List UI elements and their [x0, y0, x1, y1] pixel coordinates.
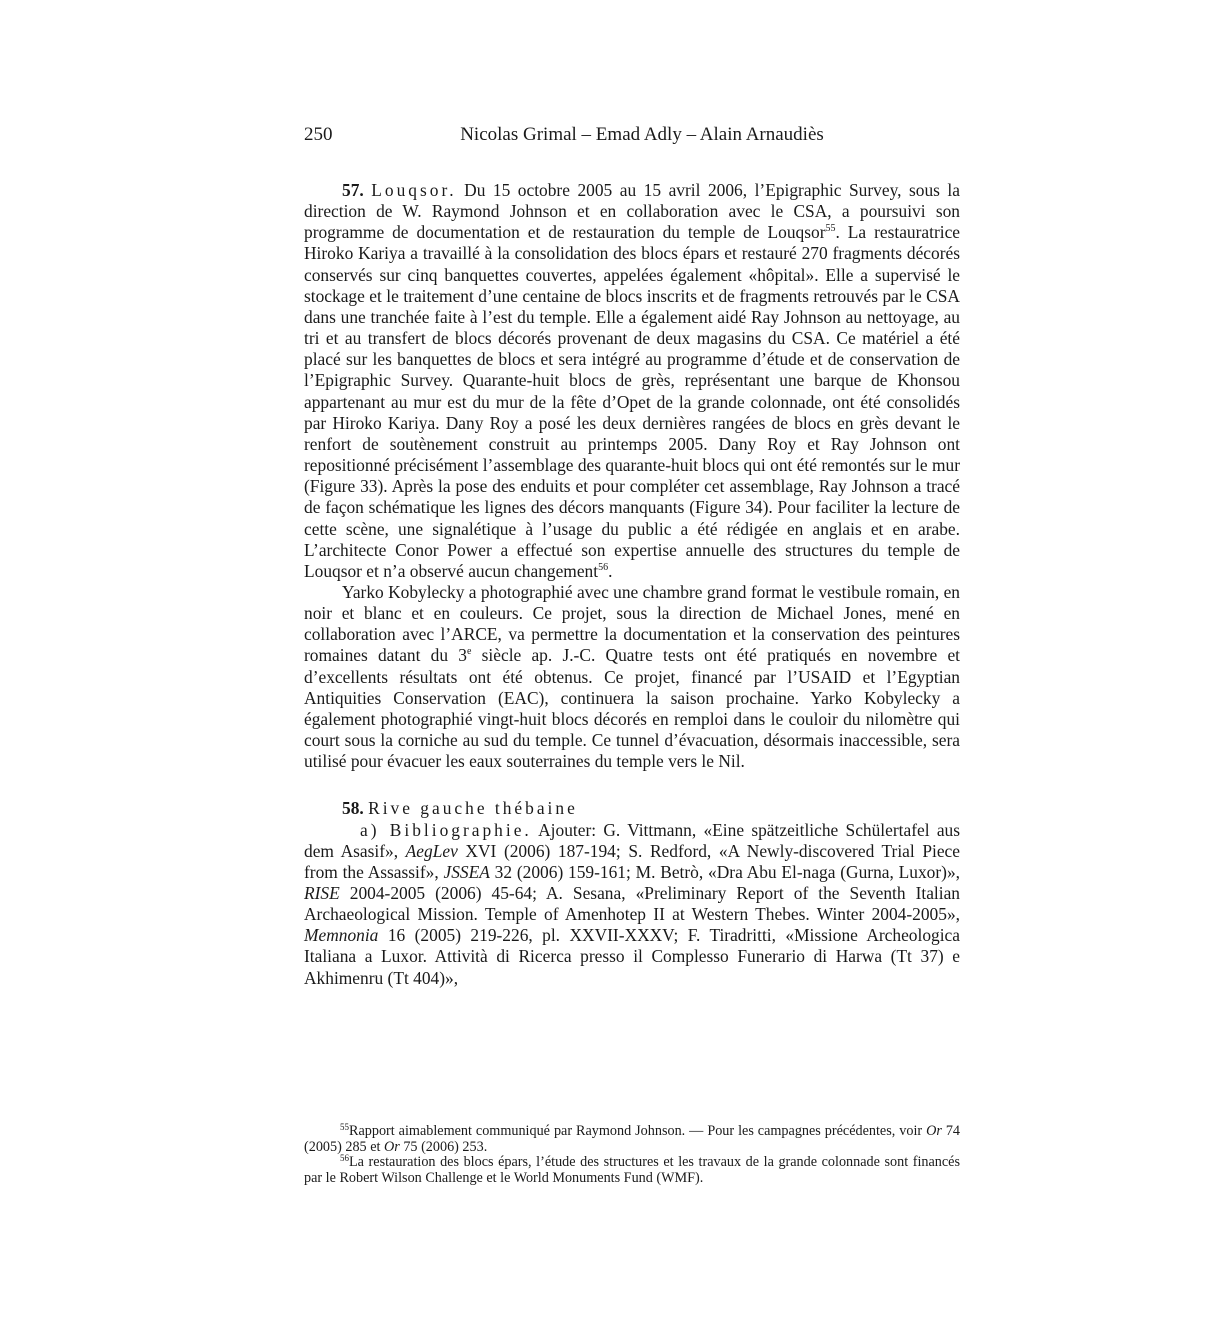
page-number: 250 — [304, 124, 333, 145]
footnote-ref-55[interactable]: 55 — [825, 223, 836, 235]
paragraph-text: . — [608, 560, 613, 581]
footnote-text: Rapport aimablement communiqué par Raymond Johnson. — Pour les campagnes précédentes, voir — [349, 1123, 927, 1139]
paragraph-text: 32 (2006) 159-161; M. Betrò, «Dra Abu El-naga (Gurna, Luxor)», — [489, 861, 960, 882]
section-number: 57. — [342, 180, 364, 200]
footnote-ref-56[interactable]: 56 — [598, 561, 609, 573]
section-title: Louqsor. — [371, 180, 457, 200]
running-header — [304, 124, 960, 148]
footnote-marker: 55 — [340, 1122, 349, 1132]
paragraph-text: . La restauratrice Hiroko Kariya a travaillé à la consolidation des blocs épars et restauré 270 fragments décorés conservés sur cinq banquettes couvertes, appelées également «hôpital». Elle a supervisé le stockage et le traitement d’une centaine de blocs inscrits et de fragments retrouvés par le CSA dans une tranchée faite à l’est du temple. Elle a également aidé Ray Johnson au nettoyage, au tri et au transfert de blocs décorés provenant de deux magasins du CSA. Ce matériel a été placé sur les banquettes de blocs et sera intégré au programme d’étude et de conservation de l’Epigraphic Survey. Quarante-huit blocs de grès, représentant une barque de Khonsou appartenant au mur est du mur de la fête d’Opet de la grande colonnade, ont été consolidés par Hiroko Kariya. Dany Roy a posé les deux dernières rangées de blocs en grès devant le renfort de soutènement construit au printemps 2005. Dany Roy et Ray Johnson ont repositionné précisément l’assemblage des quarante-huit blocs qui ont été remontés sur le mur (Figure 33). Après la pose des enduits et pour compléter cet assemblage, Ray Johnson a tracé de façon schématique les lignes des décors manquants (Figure 34). Pour faciliter la lecture de cette scène, une signalétique à l’usage du public a été rédigée en anglais et en arabe. L’architecte Conor Power a effectué son expertise annuelle des structures du temple de Louqsor et n’a observé aucun changement — [304, 222, 961, 581]
footnotes — [304, 1124, 960, 1186]
section-58-heading — [304, 798, 960, 819]
journal-title: Memnonia — [304, 925, 379, 946]
subsection-label: a) Bibliographie. — [360, 819, 532, 840]
paragraph-text: Yarko Kobylecky a photographié avec une chambre grand format le vestibule romain, en noir et blanc et en couleurs. Ce projet, sous la direction de Michael Jones, mené en collaboration avec l’ARCE, va permettre la documentation et la conservation des peintures romaines datant du 3 — [304, 581, 960, 666]
footnote-56 — [304, 1155, 960, 1186]
paragraph-text: 2004-2005 (2006) 45-64; A. Sesana, «Preliminary Report of the Seventh Italian Archaeological Mission. Temple of Amenhotep II at Western Thebes. Winter 2004-2005», — [304, 883, 960, 925]
superscript: e — [466, 646, 472, 658]
footnote-marker: 56 — [340, 1153, 349, 1164]
footnote-55 — [304, 1124, 960, 1155]
paragraph-text: Du 15 octobre 2005 au 15 avril 2006, l’Epigraphic Survey, sous la direction de W. Raymond Johnson et en collaboration avec le CSA, a poursuivi son programme de documentation et de restauration du temple de Louqsor — [304, 180, 960, 243]
paragraph-57-1 — [304, 180, 960, 582]
footnote-text: 75 (2006) 253. — [399, 1138, 488, 1155]
journal-title: RISE — [304, 883, 340, 903]
journal-title: JSSEA — [443, 861, 490, 882]
paragraph-text: siècle ap. J.-C. Quatre tests ont été pratiqués en novembre et d’excellents résultats ont été obtenus. Ce projet, financé par l’USAID et l’Egyptian Antiquities Conservation (EAC), continuera la saison prochaine. Yarko Kobylecky a également photographié vingt-huit blocs décorés en remploi dans le couloir du nilomètre qui court sous la corniche au sud du temple. Ce tunnel d’évacuation, désormais inaccessible, sera utilisé pour évacuer les eaux souterraines du temple vers le Nil. — [304, 645, 960, 772]
paragraph-57-2 — [304, 582, 960, 772]
journal-title: Or — [926, 1123, 942, 1139]
footnote-text: La restauration des blocs épars, l’étude des structures et les travaux de la grande colonnade sont financés par le Robert Wilson Challenge et le World Monuments Fund (WMF). — [304, 1154, 960, 1186]
paragraph-text: Ajouter: G. Vittmann, «Eine spätzeitliche Schülertafel aus dem Asasif», — [304, 819, 960, 861]
paragraph-text: 16 (2005) 219-226, pl. XXVII-XXXV; F. Tiradritti, «Missione Archeologica Italiana a Luxor. Attività di Ricerca presso il Complesso Funerario di Harwa (Tt 37) e Akhimenru (Tt 404)», — [304, 925, 960, 988]
journal-title: Or — [384, 1138, 400, 1155]
section-number: 58. — [342, 798, 364, 819]
paragraph-text: XVI (2006) 187-194; S. Redford, «A Newly-discovered Trial Piece from the Assassif», — [304, 840, 960, 882]
journal-title: AegLev — [405, 840, 458, 861]
main-text — [304, 180, 960, 989]
footnote-text: 74 (2005) 285 et — [304, 1123, 961, 1155]
section-title: Rive gauche thébaine — [368, 798, 578, 819]
running-head-authors: Nicolas Grimal – Emad Adly – Alain Arnaudiès — [460, 124, 824, 145]
paragraph-58-a — [304, 820, 960, 989]
